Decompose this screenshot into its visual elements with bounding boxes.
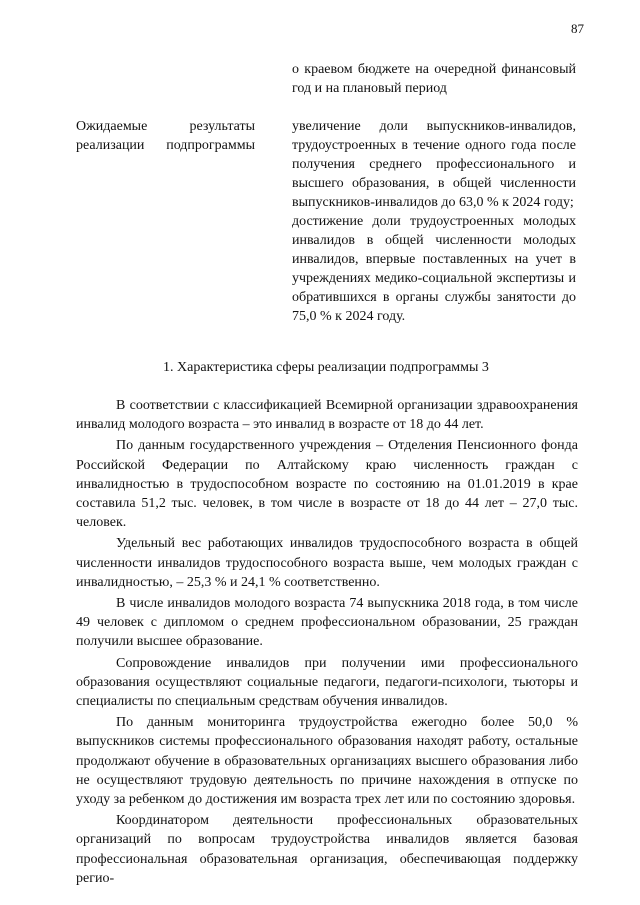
expected-result-item: увеличение доли выпускников-инвалидов, трудоустроенных в течение одного года после получения среднего профессионального и высшего образования, в общей численности выпускников-инвалидов до 63,0 % к 2024 году; — [292, 119, 576, 210]
table-continuation-cell: о краевом бюджете на очередной финансовый год и на плановый период — [292, 62, 576, 96]
body-paragraph: В числе инвалидов молодого возраста 74 выпускника 2018 года, в том числе 49 человек с дипломом о среднем профессиональном образовании, 25 граждан получили высшее образование. — [76, 596, 578, 650]
expected-result-item: достижение доли трудоустроенных молодых инвалидов в общей численности молодых инвалидов, впервые поставленных на учет в учреждениях медико-социальной экспертизы и обратившихся в органы службы занятости до 75,0 % к 2024 году. — [292, 214, 576, 324]
body-paragraph: По данным государственного учреждения – Отделения Пенсионного фонда Российской Федерации по Алтайскому краю численность граждан с инвалидностью в трудоспособном возрасте по состоянию на 01.01.2019 в крае составила 51,2 тыс. человек, в том числе в возрасте от 18 до 44 лет – 27,0 тыс. человек. — [76, 438, 578, 531]
page-number: 87 — [571, 21, 584, 36]
body-paragraph: По данным мониторинга трудоустройства ежегодно более 50,0 % выпускников системы профессионального образования находят работу, остальные продолжают обучение в образовательных организациях высшего образования либо не осуществляют трудовую деятельность по причине нахождения в отпуске по уходу за ребенком до достижения им возраста трех лет или по состоянию здоровья. — [76, 715, 578, 808]
body-paragraph: В соответствии с классификацией Всемирной организации здравоохранения инвалид молодого возраста – это инвалид в возрасте от 18 до 44 лет. — [76, 398, 578, 433]
section-body — [76, 396, 578, 890]
body-paragraph: Сопровождение инвалидов при получении ими профессионального образования осуществляют социальные педагоги, педагоги-психологи, тьюторы и специалисты по специальным средствам обучения инвалидов. — [76, 655, 578, 710]
expected-results-value — [292, 117, 576, 326]
body-paragraph: Удельный вес работающих инвалидов трудоспособного возраста в общей численности инвалидов трудоспособного возраста выше, чем молодых граждан с инвалидностью, – 25,3 % и 24,1 % соответственно. — [76, 536, 578, 590]
expected-results-label: Ожидаемые результаты реализации подпрограммы — [76, 119, 255, 153]
section-heading: 1. Характеристика сферы реализации подпрограммы 3 — [163, 360, 489, 375]
body-paragraph: Координатором деятельности профессиональных образовательных организаций по вопросам трудоустройства инвалидов является базовая профессиональная образовательная организация, обеспечивающая поддержку регио- — [76, 813, 578, 886]
